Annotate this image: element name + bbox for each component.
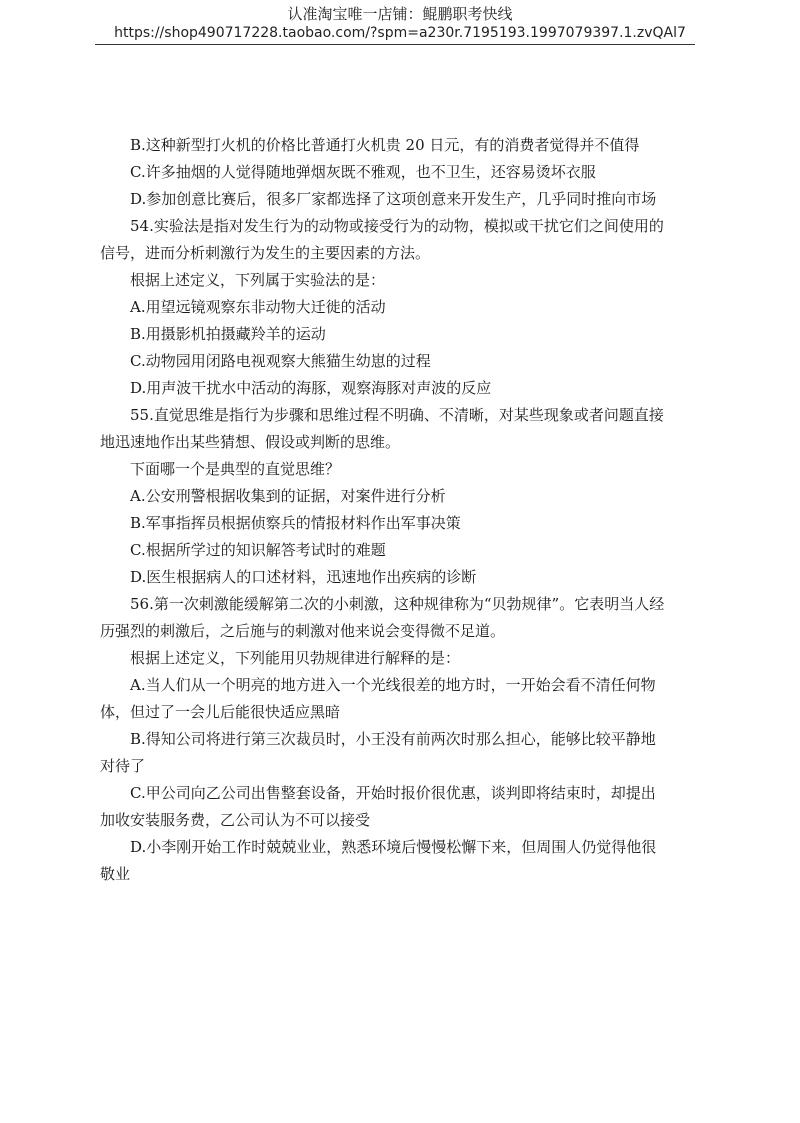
q56-option-d-line-1: D.小李刚开始工作时兢兢业业，熟悉环境后慢慢松懈下来，但周围人仍觉得他很 bbox=[130, 838, 657, 856]
header-divider bbox=[95, 44, 695, 45]
q56-option-b-line-2: 对待了 bbox=[100, 757, 146, 775]
text-line-option-d-q53: D.参加创意比赛后，很多厂家都选择了这项创意来开发生产，几乎同时推向市场 bbox=[130, 190, 657, 208]
q55-option-d: D.医生根据病人的口述材料，迅速地作出疾病的诊断 bbox=[130, 568, 477, 586]
text-line-option-c-q53: C.许多抽烟的人觉得随地弹烟灰既不雅观，也不卫生，还容易烫坏衣服 bbox=[130, 163, 596, 181]
q54-option-c: C.动物园用闭路电视观察大熊猫生幼崽的过程 bbox=[130, 352, 431, 370]
q56-option-d-line-2: 敬业 bbox=[100, 865, 131, 883]
document-body bbox=[100, 132, 696, 888]
q55-option-b: B.军事指挥员根据侦察兵的情报材料作出军事决策 bbox=[130, 514, 461, 532]
question-55-prompt: 下面哪一个是典型的直觉思维？ bbox=[130, 460, 341, 478]
q55-option-a: A.公安刑警根据收集到的证据，对案件进行分析 bbox=[130, 487, 446, 505]
shop-url: https://shop490717228.taobao.com/?spm=a230r.7195193.1997079397.1.zvQAl7 bbox=[114, 25, 686, 41]
question-56-line-1: 56.第一次刺激能缓解第二次的小刺激，这种规律称为“贝勃规律”。它表明当人经 bbox=[130, 595, 665, 613]
q54-option-d: D.用声波干扰水中活动的海豚，观察海豚对声波的反应 bbox=[130, 379, 492, 397]
question-54-prompt: 根据上述定义，下列属于实验法的是： bbox=[130, 271, 386, 289]
question-54-line-2: 信号，进而分析刺激行为发生的主要因素的方法。 bbox=[100, 244, 431, 262]
shop-notice: 认准淘宝唯一店铺：鲲鹏职考快线 bbox=[287, 5, 513, 23]
q55-option-c: C.根据所学过的知识解答考试时的难题 bbox=[130, 541, 386, 559]
question-56-line-2: 历强烈的刺激后，之后施与的刺激对他来说会变得微不足道。 bbox=[100, 622, 506, 640]
q54-option-a: A.用望远镜观察东非动物大迁徙的活动 bbox=[130, 298, 386, 316]
q56-option-a-line-2: 体，但过了一会儿后能很快适应黑暗 bbox=[100, 703, 341, 721]
q54-option-b: B.用摄影机拍摄藏羚羊的运动 bbox=[130, 325, 326, 343]
q56-option-a-line-1: A.当人们从一个明亮的地方进入一个光线很差的地方时，一开始会看不清任何物 bbox=[130, 676, 656, 694]
question-54-line-1: 54.实验法是指对发生行为的动物或接受行为的动物，模拟或干扰它们之间使用的 bbox=[130, 217, 664, 235]
text-line-option-b-q53: B.这种新型打火机的价格比普通打火机贵 20 日元，有的消费者觉得并不值得 bbox=[130, 136, 640, 154]
question-55-line-2: 地迅速地作出某些猜想、假设或判断的思维。 bbox=[100, 433, 401, 451]
q56-option-b-line-1: B.得知公司将进行第三次裁员时，小王没有前两次时那么担心，能够比较平静地 bbox=[130, 730, 656, 748]
q56-option-c-line-2: 加收安装服务费，乙公司认为不可以接受 bbox=[100, 811, 371, 829]
question-55-line-1: 55.直觉思维是指行为步骤和思维过程不明确、不清晰，对某些现象或者问题直接 bbox=[130, 406, 664, 424]
question-56-prompt: 根据上述定义，下列能用贝勃规律进行解释的是： bbox=[130, 649, 461, 667]
q56-option-c-line-1: C.甲公司向乙公司出售整套设备，开始时报价很优惠，谈判即将结束时，却提出 bbox=[130, 784, 656, 802]
